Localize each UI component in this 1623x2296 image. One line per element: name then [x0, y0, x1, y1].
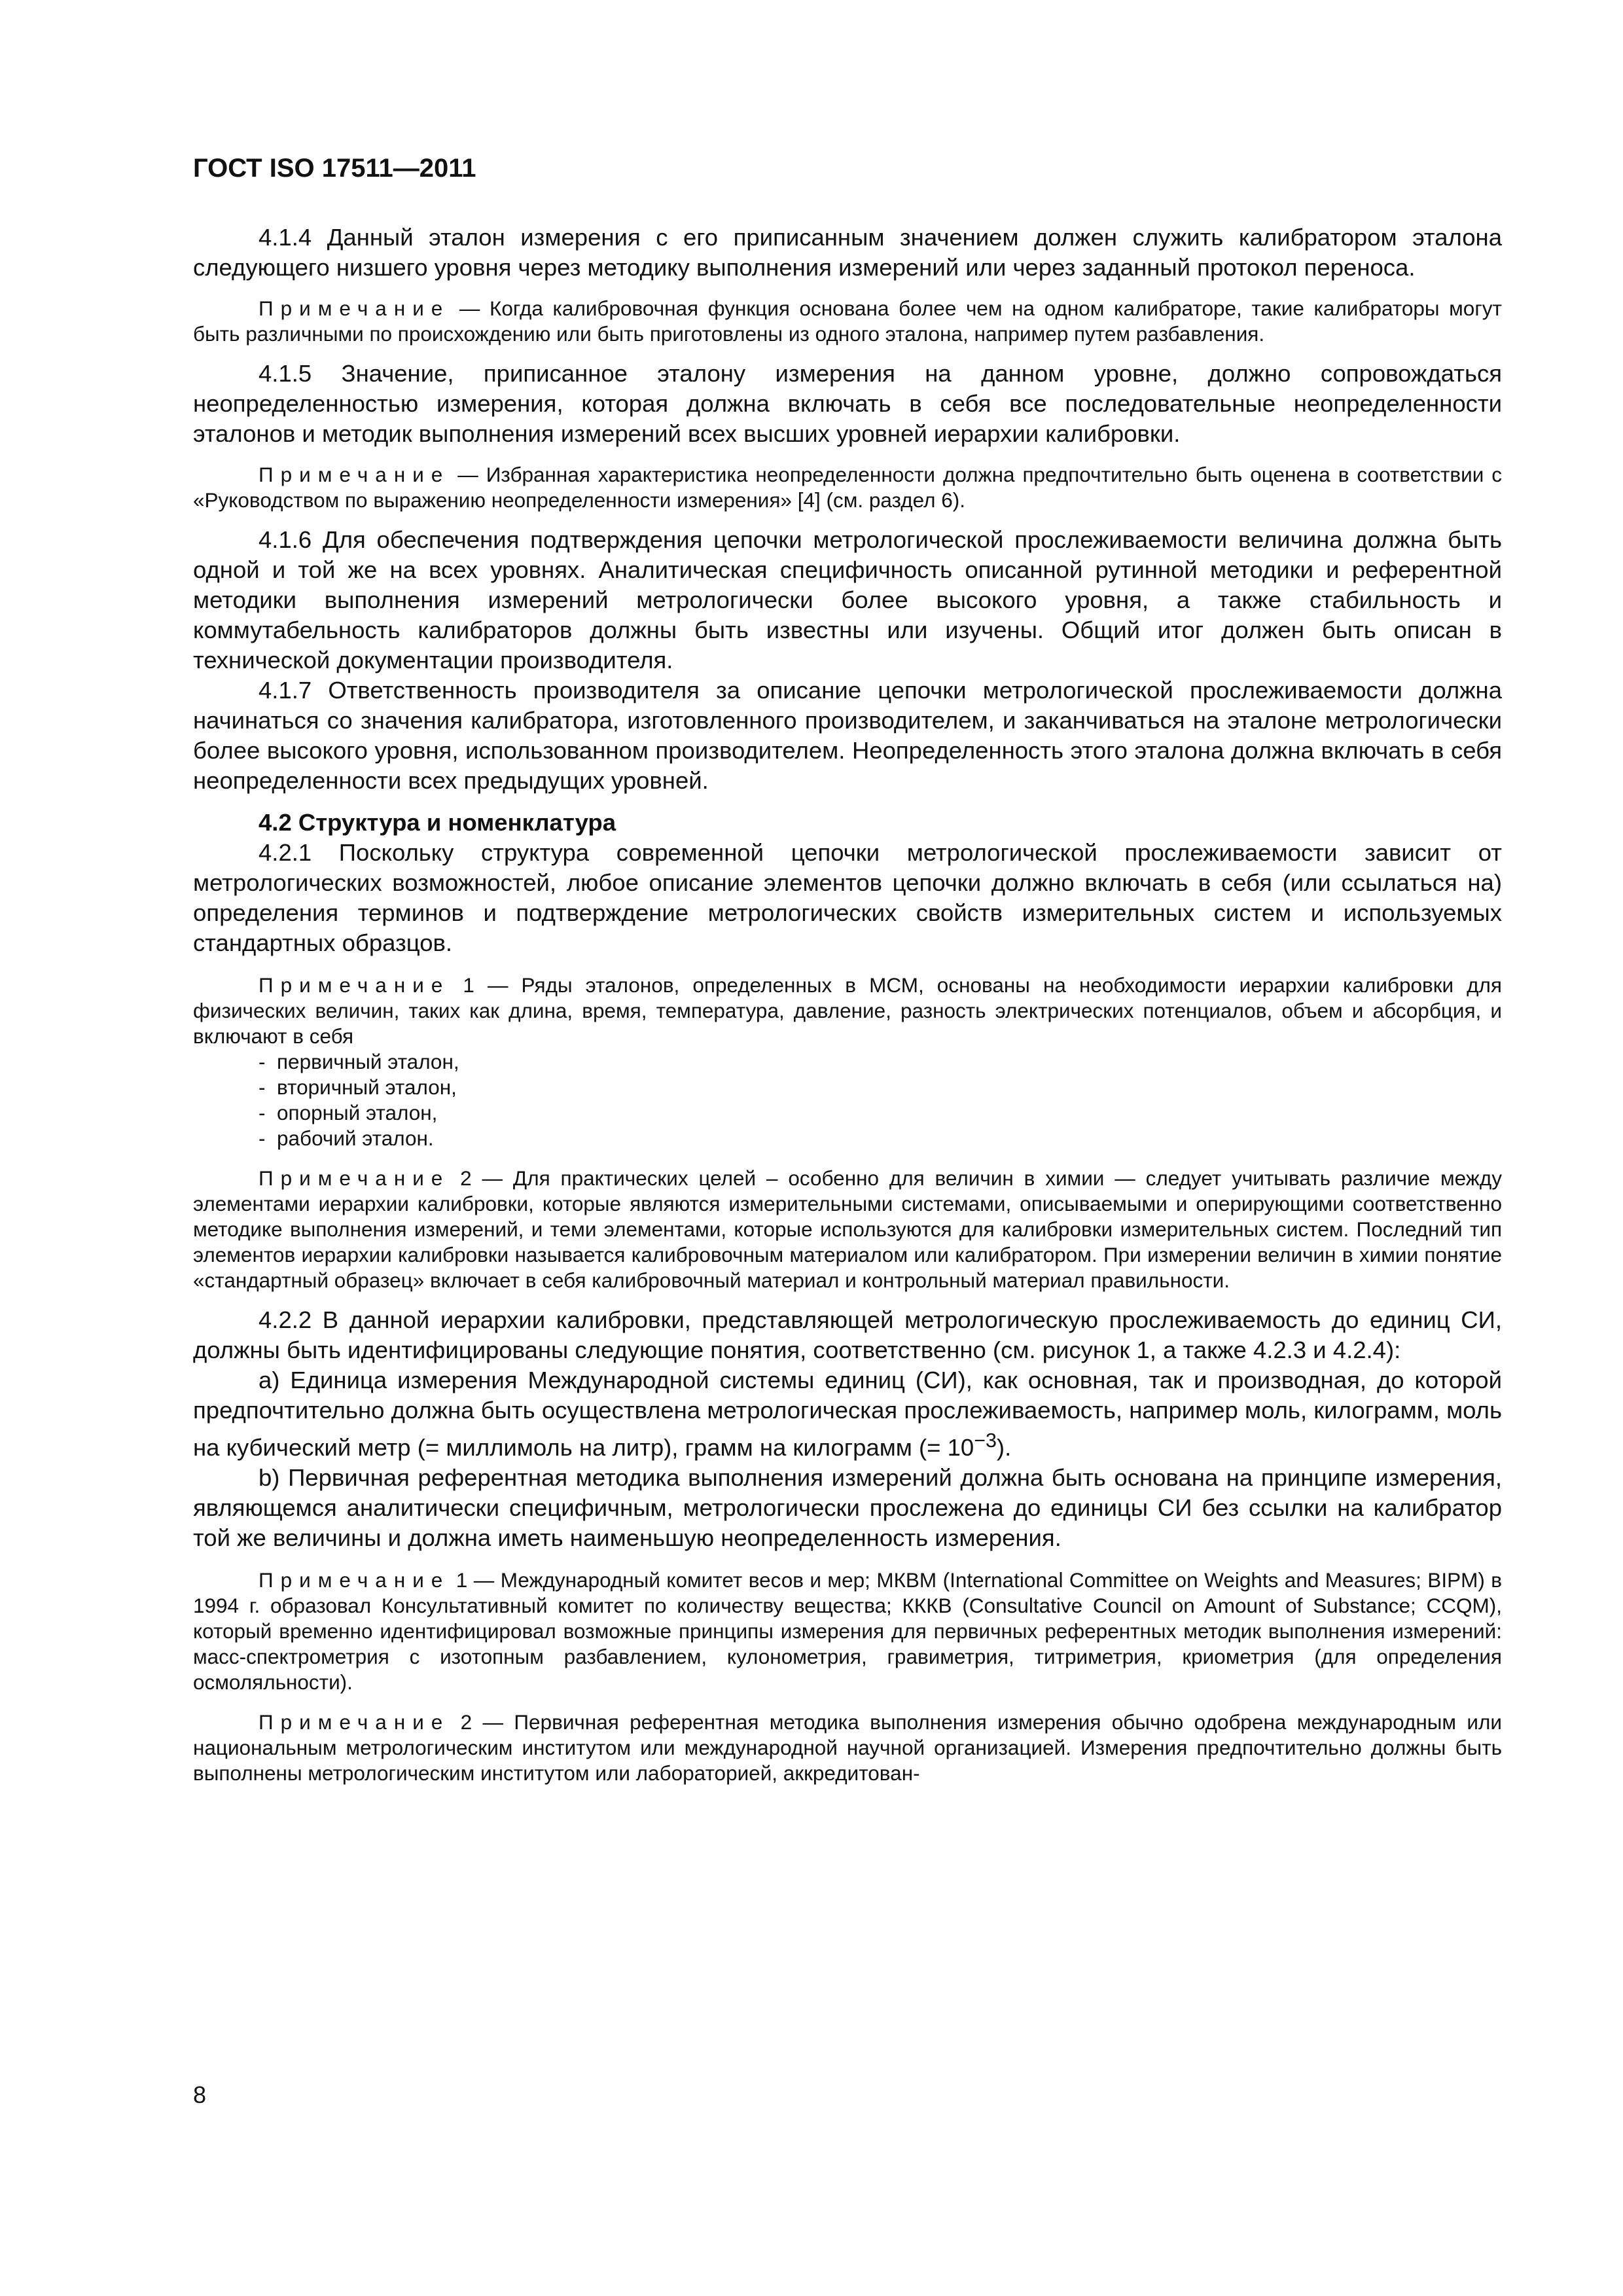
note-4-2-1-1: Примечание 1 — Ряды эталонов, определенных в МСМ, основаны на необходимости иерархии калибровки для физических величин, таких как длина, время, температура, давление, разность электрических потенциалов, объем и абсорбция, и включают в себя	[193, 973, 1502, 1048]
note-4-2-1-2: Примечание 2 — Для практических целей – особенно для величин в химии — следует учитывать различие между элементами иерархии калибровки, которые являются измерительными системами, описываемыми и оперирующими соответственно методике выполнения измерений, и теми элементами, которые используются для калибровки измерительных систем. Последний тип элементов иерархии калибровки называется калибровочным материалом или калибратором. При измерении величин в химии понятие «стандартный образец» включает в себя калибровочный материал и контрольный материал правильности.	[193, 1166, 1502, 1292]
standards-dash-list	[193, 1049, 1502, 1151]
page-body	[193, 154, 1502, 1786]
clause-4-1-5: 4.1.5 Значение, приписанное эталону измерения на данном уровне, должно сопровождаться неопределенностью измерения, которая должна включать в себя все последовательные неопределенности эталонов и методик выполнения измерений всех высших уровней иерархии калибровки.	[193, 360, 1502, 447]
clause-4-2-2: 4.2.2 В данной иерархии калибровки, представляющей метрологическую прослеживаемость до единиц СИ, должны быть идентифицированы следующие понятия, соответственно (см. рисунок 1, а также 4.2.3 и 4.2.4):	[193, 1306, 1502, 1363]
list-item: - рабочий эталон.	[259, 1126, 1502, 1151]
clause-4-2-2-a: a) Единица измерения Международной системы единиц (СИ), как основная, так и производная, до которой предпочтительно должна быть осуществлена метрологическая прослеживаемость, например моль, килограмм, моль на кубический метр (= миллимоль на литр), грамм на килограмм (= $10^{-3}$).	[193, 1367, 1502, 1462]
note-label: Примечание	[259, 296, 450, 320]
note-label: Примечание	[259, 463, 450, 486]
clause-4-2-2-b: b) Первичная референтная методика выполнения измерений должна быть основана на принципе измерения, являющемся аналитически специфичным, метрологически прослежена до единицы СИ без ссылки на калибратор той же величины и должна иметь наименьшую неопределенность измерения.	[193, 1464, 1502, 1552]
list-item: - опорный эталон,	[259, 1100, 1502, 1126]
note-4-1-5: Примечание — Избранная характеристика неопределенности должна предпочтительно быть оценена в соответствии с «Руководством по выражению неопределенности измерения» [4] (см. раздел 6).	[193, 463, 1502, 512]
list-item: - вторичный эталон,	[259, 1075, 1502, 1100]
note-label: Примечание	[259, 973, 450, 997]
note-label: Примечание	[259, 1710, 450, 1734]
clause-4-1-4: 4.1.4 Данный эталон измерения с его приписанным значением должен служить калибратором эталона следующего низшего уровня через методику выполнения измерений или через заданный протокол переноса.	[193, 224, 1502, 281]
clause-4-1-7: 4.1.7 Ответственность производителя за описание цепочки метрологической прослеживаемости должна начинаться со значения калибратора, изготовленного производителем, и заканчиваться на эталоне метрологически более высокого уровня, использованном производителем. Неопределенность этого эталона должна включать в себя неопределенности всех предыдущих уровней.	[193, 677, 1502, 794]
document-header: ГОСТ ISO 17511—2011	[193, 154, 476, 183]
clause-4-1-6: 4.1.6 Для обеспечения подтверждения цепочки метрологической прослеживаемости величина должна быть одной и той же на всех уровнях. Аналитическая специфичность описанной рутинной методики и референтной методики выполнения измерений метрологически более высокого уровня, а также стабильность и коммутабельность калибраторов должны быть известны или изучены. Общий итог должен быть описан в технической документации производителя.	[193, 526, 1502, 673]
note-4-1-4: Примечание — Когда калибровочная функция основана более чем на одном калибраторе, такие калибраторы могут быть различными по происхождению или быть приготовлены из одного эталона, например путем разбавления.	[193, 296, 1502, 346]
section-4-2-heading: 4.2 Структура и номенклатура	[259, 809, 616, 836]
note-label: Примечание	[259, 1166, 450, 1190]
note-4-2-2-2: Примечание 2 — Первичная референтная методика выполнения измерения обычно одобрена международным или национальным метрологическим институтом или международной научной организацией. Измерения предпочтительно должны быть выполнены метрологическим институтом или лабораторией, аккредитован-	[193, 1710, 1502, 1785]
page-number: 8	[193, 2081, 207, 2108]
list-item: - первичный эталон,	[259, 1049, 1502, 1075]
note-label: Примечание	[259, 1568, 450, 1592]
note-4-2-2-1: Примечание 1 — Международный комитет весов и мер; МКВМ (International Committee on Weights and Measures; BIPM) в 1994 г. образовал Консультативный комитет по количеству вещества; КККВ (Consultative Council on Amount of Substance; CCQM), который временно идентифицировал возможные принципы измерения для первичных референтных методик выполнения измерений: масс-спектрометрия с изотопным разбавлением, кулонометрия, гравиметрия, титриметрия, криометрия (для определения осмоляльности).	[193, 1568, 1502, 1695]
clause-4-2-1: 4.2.1 Поскольку структура современной цепочки метрологической прослеживаемости зависит от метрологических возможностей, любое описание элементов цепочки должно включать в себя (или ссылаться на) определения терминов и подтверждение метрологических свойств измерительных систем и используемых стандартных образцов.	[193, 839, 1502, 956]
